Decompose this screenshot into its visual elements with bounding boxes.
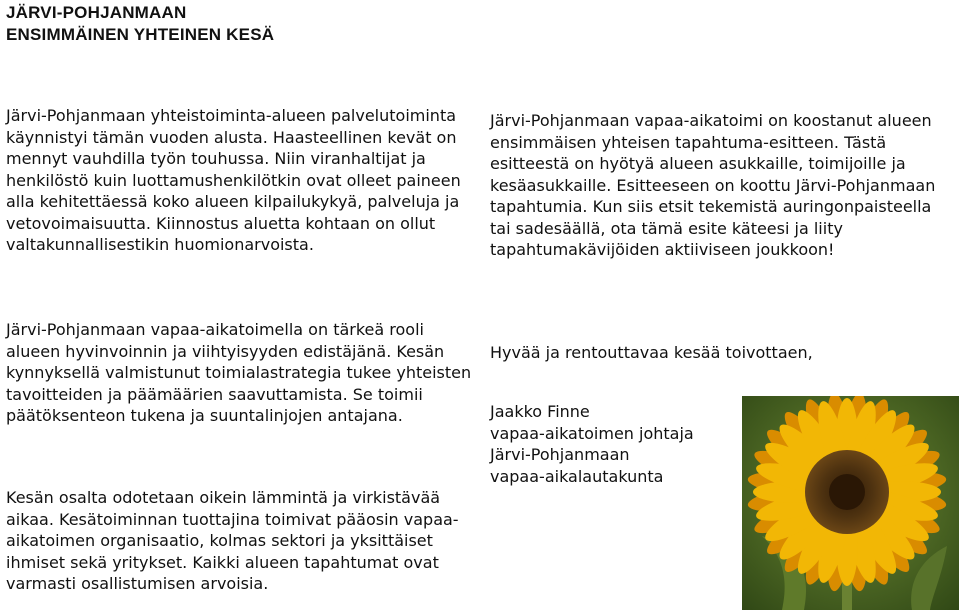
sunflower-photo (742, 396, 959, 610)
signature-committee: vapaa-aikalautakunta (490, 466, 664, 486)
intro-paragraph: Järvi-Pohjanmaan yhteistoiminta-alueen palvelutoiminta käynnistyi tämän vuoden alusta. Haasteellinen kevät on mennyt vauhdilla työn touhussa. Niin viranhaltijat ja henkilöstö kuin luottamushenkilötkin ovat olleet paineen alla kehitettäessä koko alueen kilpailukykyä, palveluja ja vetovoimaisuutta. Kiinnostus aluetta kohtaan on ollut valtakunnallisestikin huomionarvoista. (6, 106, 461, 254)
signature-name: Jaakko Finne (490, 402, 590, 421)
title-line-2: ENSIMMÄINEN YHTEINEN KESÄ (6, 25, 275, 44)
brochure-paragraph: Järvi-Pohjanmaan vapaa-aikatoimi on koostanut alueen ensimmäisen yhteisen tapahtuma-esitteen. Tästä esitteestä on hyötyä alueen asukkaille, toimijoille ja kesäasukkaille. Esitteeseen on koottu Järvi-Pohjanmaan tapahtumia. Kun siis etsit tekemistä auringonpaisteella tai sadesäällä, ota tämä esite käteesi ja liity tapahtumakävijöiden aktiiviseen joukkoon! (490, 111, 936, 259)
title-line-1: JÄRVI-POHJANMAAN (6, 3, 187, 22)
role-paragraph: Järvi-Pohjanmaan vapaa-aikatoimella on tärkeä rooli alueen hyvinvoinnin ja viihtyisyyden edistäjänä. Kesän kynnyksellä valmistunut toimialastrategia tukee yhteisten tavoitteiden ja päämäärien saavuttamista. Se toimii päätöksenteon tukena ja suuntalinjojen antajana. (6, 320, 472, 425)
signature-title: vapaa-aikatoimen johtaja (490, 423, 694, 443)
summer-paragraph: Kesän osalta odotetaan oikein lämmintä ja virkistävää aikaa. Kesätoiminnan tuottajina toimivat pääosin vapaa-aikatoimen organisaatio, kolmas sektori ja yksittäiset ihmiset sekä yritykset. Kaikki alueen tapahtumat ovat varmasti osallistumisen arvoisia. (6, 488, 459, 593)
signature-org: Järvi-Pohjanmaan (490, 445, 630, 464)
flower-disc-center (829, 474, 865, 510)
signature-block (490, 401, 694, 487)
sunflower-illustration (742, 396, 959, 610)
greeting-paragraph: Hyvää ja rentouttavaa kesää toivottaen, (490, 343, 813, 362)
page-title (6, 2, 274, 46)
